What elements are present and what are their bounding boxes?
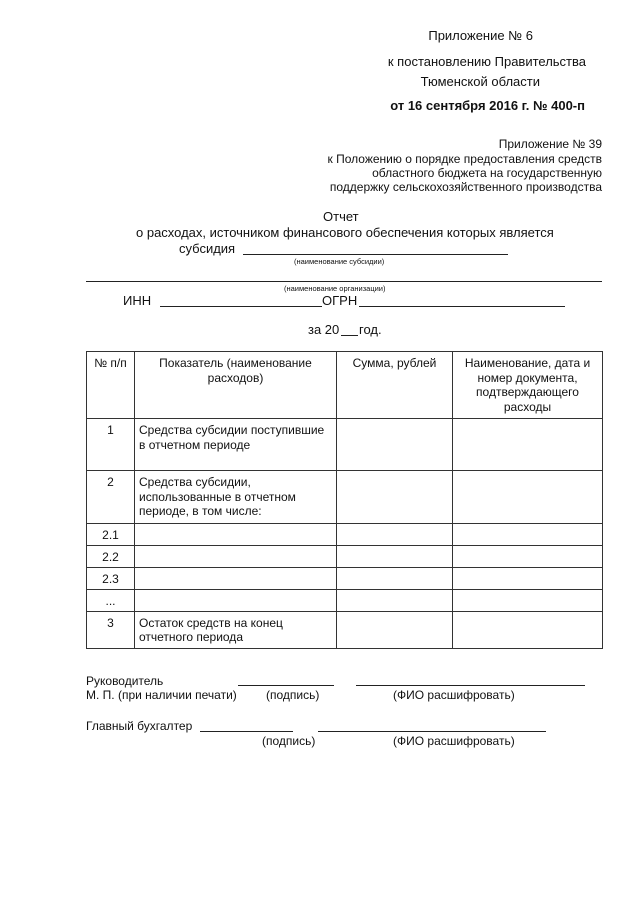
row-document: [453, 546, 603, 568]
subsidy-name-line: [243, 254, 508, 255]
appendix-number: Приложение № 6: [428, 28, 533, 43]
row-indicator: [135, 524, 337, 546]
head-sign-caption: (подпись): [266, 688, 320, 702]
row-sum: [337, 471, 453, 524]
inn-line: [160, 306, 322, 307]
sub-appendix-number: Приложение № 39: [498, 137, 602, 151]
appendix-region: Тюменской области: [420, 74, 540, 89]
row-num: 2: [87, 471, 135, 524]
header-num: № п/п: [87, 352, 135, 419]
ogrn-label: ОГРН: [322, 293, 358, 308]
table-row: [87, 568, 603, 590]
accountant-name-line: [318, 731, 546, 732]
row-indicator: Остаток средств на конец отчетного периода: [135, 611, 337, 648]
header-sum: Сумма, рублей: [337, 352, 453, 419]
appendix-resolution: к постановлению Правительства: [387, 54, 586, 69]
inn-label: ИНН: [123, 293, 152, 308]
appendix-date-number: от 16 сентября 2016 г. № 400-п: [390, 98, 585, 113]
table-row: [87, 611, 603, 648]
row-document: [453, 590, 603, 612]
report-table: [86, 351, 603, 649]
row-document: [453, 419, 603, 471]
row-indicator: Средства субсидии поступившие в отчетном периоде: [135, 419, 337, 471]
row-sum: [337, 546, 453, 568]
row-num: 2.3: [87, 568, 135, 590]
row-indicator: [135, 546, 337, 568]
row-num: 3: [87, 611, 135, 648]
row-num: 1: [87, 419, 135, 471]
organization-caption: (наименование организации): [284, 284, 386, 293]
row-num: 2.2: [87, 546, 135, 568]
table-header-row: [87, 352, 603, 419]
period-prefix: за 20: [308, 322, 340, 337]
head-label: Руководитель: [86, 674, 164, 688]
row-indicator: [135, 590, 337, 612]
row-document: [453, 524, 603, 546]
period-year-line: [341, 335, 358, 336]
row-sum: [337, 590, 453, 612]
header-indicator: Показатель (наименование расходов): [135, 352, 337, 419]
row-num: 2.1: [87, 524, 135, 546]
report-subtitle: о расходах, источником финансового обеспечения которых является: [136, 225, 554, 240]
period-suffix: год.: [359, 322, 382, 337]
table-row: [87, 471, 603, 524]
row-document: [453, 568, 603, 590]
report-title: Отчет: [323, 209, 359, 224]
row-sum: [337, 568, 453, 590]
ogrn-line: [359, 306, 565, 307]
subsidy-label: субсидия: [179, 241, 236, 256]
row-sum: [337, 419, 453, 471]
row-sum: [337, 524, 453, 546]
table-row: [87, 419, 603, 471]
row-num: ...: [87, 590, 135, 612]
sub-appendix-line2: областного бюджета на государственную: [372, 166, 602, 180]
accountant-sign-caption: (подпись): [262, 734, 316, 748]
subsidy-caption: (наименование субсидии): [294, 257, 385, 266]
head-sign-line: [238, 685, 334, 686]
organization-name-line: [86, 281, 602, 282]
sub-appendix-line1: к Положению о порядке предоставления средств: [327, 152, 602, 166]
head-name-line: [356, 685, 585, 686]
accountant-name-caption: (ФИО расшифровать): [393, 734, 515, 748]
row-sum: [337, 611, 453, 648]
stamp-label: М. П. (при наличии печати): [86, 688, 237, 702]
table-row: [87, 524, 603, 546]
row-document: [453, 611, 603, 648]
accountant-label: Главный бухгалтер: [86, 719, 193, 733]
row-indicator: Средства субсидии, использованные в отчетном периоде, в том числе:: [135, 471, 337, 524]
row-document: [453, 471, 603, 524]
table-row: [87, 546, 603, 568]
row-indicator: [135, 568, 337, 590]
head-name-caption: (ФИО расшифровать): [393, 688, 515, 702]
accountant-sign-line: [200, 731, 293, 732]
header-document: Наименование, дата и номер документа, подтверждающего расходы: [453, 352, 603, 419]
table-row: [87, 590, 603, 612]
sub-appendix-line3: поддержку сельскохозяйственного производства: [329, 180, 602, 194]
